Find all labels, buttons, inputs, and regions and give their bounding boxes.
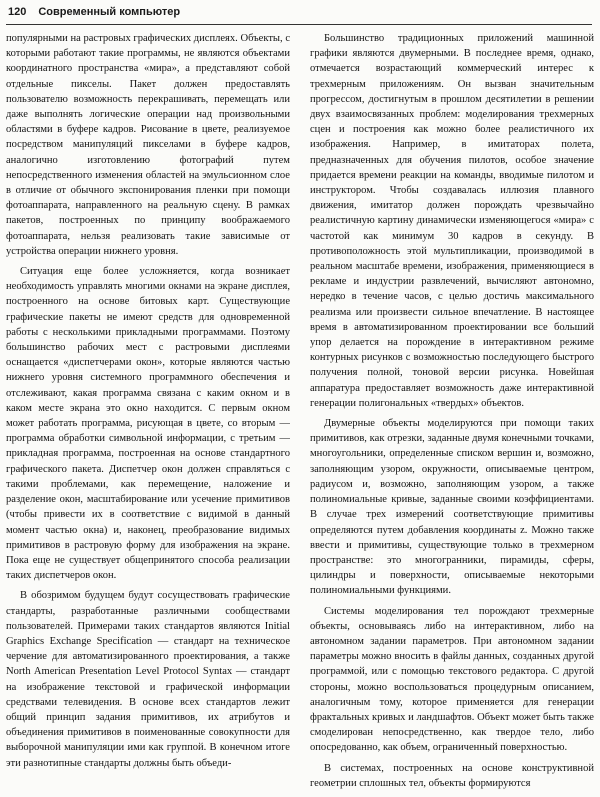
right-column <box>310 31 594 795</box>
header-rule <box>6 24 592 25</box>
paragraph: Большинство традиционных приложений машинной графики являются двумерными. В последнее время, однако, отмечается возрастающий коммерческий интерес к трехмерным приложениям. Он вызван значительным прогрессом, достигнутым в прошлом десятилетии в решении двух взаимосвязанных проблем: моделирования трехмерных сцен и построения как можно более реалистичного их изображения. Например, в имитаторах полета, предназначенных для обучения пилотов, особое значение придается времени реакции на команды, вводимые пилотом и инструктором. Чтобы создавалась иллюзия плавного движения, имитатор должен порождать чрезвычайно реалистичную картину динамически изменяющегося «мира» с частотой как минимум 30 кадров в секунду. В противоположность этой мультипликации, производимой в реальном масштабе времени, изображения, применяющиеся в рекламе и индустрии развлечений, вычисляют автономно, нередко в течение часов, с целью достичь максимального реализма или произвести сильное впечатление. В настоящее время в автоматизированном проектировании все больший упор делается на порождение в интерактивном режиме контурных рисунков с возможностью последующего быстрого получения полной, тоновой версии рисунка. Новейшая аппаратура предоставляет возможность даже интерактивной генерации полигональных «твердых» объектов. <box>310 33 594 409</box>
paragraph: Ситуация еще более усложняется, когда возникает необходимость управлять многими окнами на экране дисплея, построенного на основе битовых карт. Существующие графические пакеты не имеют средств для одновременной работы с несколькими прикладными программами. Поэтому большинство рабочих мест с растровыми дисплеями оснащается «диспетчерами окон», которые являются частью нижнего уровня системного программного обеспечения и отслеживают, какая программа связана с каким окном и в каком месте экрана это окно находится. С первым окном может работать программа, рисующая в цвете, со вторым — программа обработки символьной информации, с третьим — прикладная программа, построенная на основе стандартного графического пакета. Диспетчер окон должен справляться с такими проблемами, как перемещение, наложение и разделение окон, масштабирование или усечение примитивов (чтобы привести их в соответствие с видимой в данный момент частью окна) и, наконец, преобразование видимых примитивов в растровую форму для изображения на экране. Пока еще не существует общепринятого способа реализации таких диспетчеров окон. <box>6 266 290 582</box>
paragraph: В системах, построенных на основе конструктивной геометрии сплошных тел, объекты формируются <box>310 762 594 789</box>
page-number: 120 <box>8 6 27 18</box>
paragraph: В обозримом будущем будут сосуществовать графические стандарты, разработанные различными сообществами пользователей. Примерами таких стандартов являются Initial Graphics Exchange Specification — стандарт на техническое черчение для автоматизированного проектирования, а также North American Presentation Level Protocol Syntax — стандарт на изображение текстовой и графической информации средствами телевидения. В основе всех стандартов лежит общий принцип задания примитивов, их атрибутов и объединения примитивов в поименованные совокупности для выборочной манипуляции ими как группой. В конечном итоге эти разнотипные стандарты должны быть объеди- <box>6 590 290 769</box>
page-header <box>8 4 590 20</box>
paragraph: популярными на растровых графических дисплеях. Объекты, с которыми работают такие программы, не являются объектами координатного пространства «мира», а представляют собой отдельные пикселы. Пакет должен предоставлять пользователю возможность перекрашивать, перемещать или даже выполнять логические операции над произвольными областями в буфере кадров. Рисование в цвете, реализуемое посредством манипуляций пикселами в буфере кадров, аналогично изготовлению фотографий путем непосредственного изменения областей на эмульсионном слое в отличие от обычного экспонирования пленки при помощи фотоаппарата, направленного на реальную сцену. В рамках пакетов, построенных по принципу воображаемого фотоаппарата, нельзя реализовать такие зависимые от устройства операции нижнего уровня. <box>6 33 290 257</box>
running-title: Современный компьютер <box>38 6 181 18</box>
paragraph: Системы моделирования тел порождают трехмерные объекты, основываясь либо на интерактивном, либо на автономном задании параметров. При автономном задании параметры можно вносить в файлы данных, созданных другой программой, или с помощью текстового редактора. С другой стороны, можно воспользоваться процедурным описанием, аналогичным тому, которое применяется для генерации фрактальных кривых и ландшафтов. Объект может быть также смоделирован непосредственно, как твердое тело, либо опосредованно, как объем, ограниченный поверхностью. <box>310 605 594 754</box>
left-column <box>6 31 290 795</box>
paragraph: Двумерные объекты моделируются при помощи таких примитивов, как отрезки, заданные двумя конечными точками, многоугольники, определенные списком вершин и, возможно, заполняющим узором, окружности, описываемые центром, радиусом и, возможно, заполняющим узором, а также полиномиальные кривые, заданные своими коэффициентами. В случае трех измерений соответствующие примитивы определяются путем добавления координаты z. Можно также ввести и примитивы, существующие только в трехмерном пространстве: это многогранники, пирамиды, сферы, цилиндры и поверхности, описываемые некоторыми полиномиальными функциями. <box>310 418 594 597</box>
